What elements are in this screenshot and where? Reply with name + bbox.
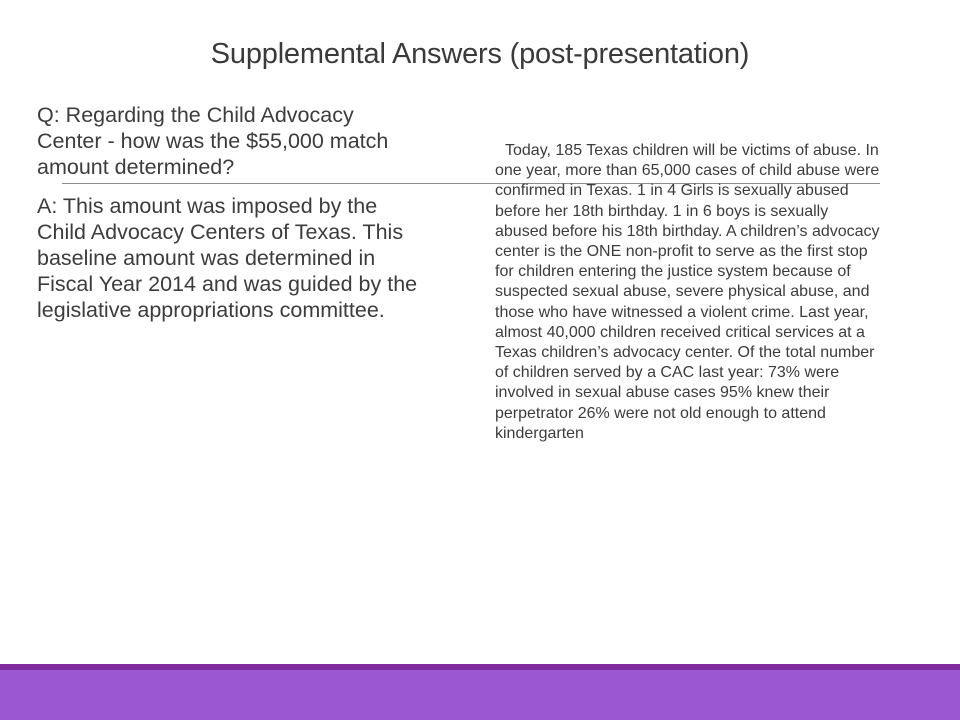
slide-title: Supplemental Answers (post-presentation) xyxy=(210,38,750,70)
details-text: Today, 185 Texas children will be victims of abuse. In one year, more than 65,000 cases of child abuse were confirmed in Texas. 1 in 4 Girls is sexually abused before her 18th birthday. 1 in 6 boys is sexually abused before his 18th birthday. A children’s advocacy center is the ONE non-profit to serve as the first stop for children entering the justice system because of suspected sexual abuse, severe physical abuse, and those who have witnessed a violent crime. Last year, almost 40,000 children received critical services at a Texas children’s advocacy center. Of the total number of children served by a CAC last year: 73% were involved in sexual abuse cases 95% knew their perpetrator 26% were not old enough to attend kindergarten xyxy=(495,142,880,442)
details-column xyxy=(495,141,885,444)
qa-column xyxy=(37,102,422,336)
footer-bar xyxy=(0,670,960,720)
question-text: Q: Regarding the Child Advocacy Center - how was the $55,000 match amount determined? xyxy=(37,103,389,179)
answer-text: A: This amount was imposed by the Child Advocacy Centers of Texas. This baseline amount was determined in Fiscal Year 2014 and was guided by the legislative appropriations committee. xyxy=(37,194,418,322)
